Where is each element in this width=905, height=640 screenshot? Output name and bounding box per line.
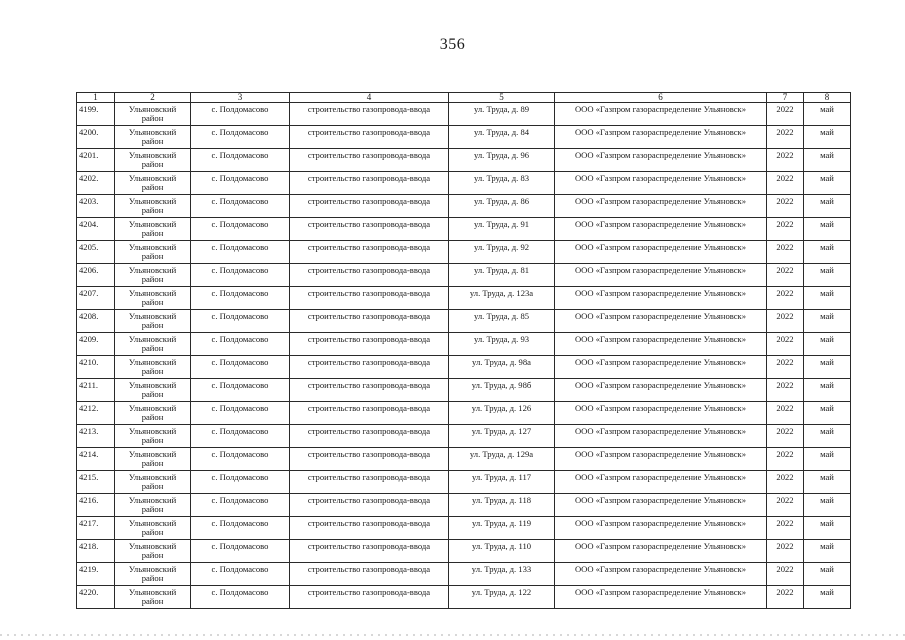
locality-cell: с. Полдомасово xyxy=(191,195,290,218)
row-number: 4217. xyxy=(77,517,115,540)
address-cell: ул. Труда, д. 85 xyxy=(449,310,555,333)
district-cell xyxy=(115,540,191,563)
district-line: Ульяновский xyxy=(128,242,177,252)
district-cell xyxy=(115,149,191,172)
district-cell xyxy=(115,333,191,356)
year-cell: 2022 xyxy=(767,126,804,149)
district-cell xyxy=(115,379,191,402)
organization-cell: ООО «Газпром газораспределение Ульяновск» xyxy=(555,103,767,126)
organization-cell: ООО «Газпром газораспределение Ульяновск» xyxy=(555,310,767,333)
organization-cell: ООО «Газпром газораспределение Ульяновск» xyxy=(555,425,767,448)
locality-cell: с. Полдомасово xyxy=(191,172,290,195)
month-cell: май xyxy=(804,333,851,356)
district-line: Ульяновский xyxy=(128,518,177,528)
work-type-cell: строительство газопровода-ввода xyxy=(290,471,449,494)
month-cell: май xyxy=(804,264,851,287)
district-line: Ульяновский xyxy=(128,173,177,183)
table-row xyxy=(77,103,851,126)
table-row xyxy=(77,379,851,402)
work-type-cell: строительство газопровода-ввода xyxy=(290,333,449,356)
district-cell xyxy=(115,356,191,379)
district-cell xyxy=(115,448,191,471)
district-line: Ульяновский xyxy=(128,380,177,390)
work-type-cell: строительство газопровода-ввода xyxy=(290,402,449,425)
row-number: 4212. xyxy=(77,402,115,425)
table-row xyxy=(77,494,851,517)
organization-cell: ООО «Газпром газораспределение Ульяновск» xyxy=(555,356,767,379)
address-cell: ул. Труда, д. 122 xyxy=(449,586,555,609)
work-type-cell: строительство газопровода-ввода xyxy=(290,149,449,172)
month-cell: май xyxy=(804,448,851,471)
locality-cell: с. Полдомасово xyxy=(191,425,290,448)
district-line: район xyxy=(141,366,164,377)
district-line: район xyxy=(141,573,164,584)
month-cell: май xyxy=(804,172,851,195)
district-cell xyxy=(115,126,191,149)
month-cell: май xyxy=(804,241,851,264)
locality-cell: с. Полдомасово xyxy=(191,471,290,494)
table-row xyxy=(77,517,851,540)
year-cell: 2022 xyxy=(767,241,804,264)
row-number: 4208. xyxy=(77,310,115,333)
column-header-5: 5 xyxy=(449,93,555,103)
row-number: 4214. xyxy=(77,448,115,471)
district-line: Ульяновский xyxy=(128,334,177,344)
column-header-4: 4 xyxy=(290,93,449,103)
address-cell: ул. Труда, д. 81 xyxy=(449,264,555,287)
district-cell xyxy=(115,586,191,609)
work-type-cell: строительство газопровода-ввода xyxy=(290,287,449,310)
year-cell: 2022 xyxy=(767,195,804,218)
district-line: Ульяновский xyxy=(128,472,177,482)
locality-cell: с. Полдомасово xyxy=(191,126,290,149)
table-row xyxy=(77,540,851,563)
organization-cell: ООО «Газпром газораспределение Ульяновск» xyxy=(555,517,767,540)
row-number: 4199. xyxy=(77,103,115,126)
locality-cell: с. Полдомасово xyxy=(191,448,290,471)
organization-cell: ООО «Газпром газораспределение Ульяновск» xyxy=(555,379,767,402)
district-cell xyxy=(115,264,191,287)
table-row xyxy=(77,356,851,379)
row-number: 4218. xyxy=(77,540,115,563)
row-number: 4200. xyxy=(77,126,115,149)
month-cell: май xyxy=(804,195,851,218)
locality-cell: с. Полдомасово xyxy=(191,402,290,425)
month-cell: май xyxy=(804,310,851,333)
district-cell xyxy=(115,517,191,540)
registry-table xyxy=(76,92,851,609)
row-number: 4202. xyxy=(77,172,115,195)
row-number: 4219. xyxy=(77,563,115,586)
address-cell: ул. Труда, д. 84 xyxy=(449,126,555,149)
month-cell: май xyxy=(804,126,851,149)
year-cell: 2022 xyxy=(767,471,804,494)
district-line: Ульяновский xyxy=(128,219,177,229)
year-cell: 2022 xyxy=(767,563,804,586)
district-line: район xyxy=(141,596,164,607)
district-cell xyxy=(115,563,191,586)
organization-cell: ООО «Газпром газораспределение Ульяновск» xyxy=(555,172,767,195)
district-cell xyxy=(115,471,191,494)
work-type-cell: строительство газопровода-ввода xyxy=(290,586,449,609)
district-line: район xyxy=(141,458,164,469)
column-header-8: 8 xyxy=(804,93,851,103)
address-cell: ул. Труда, д. 110 xyxy=(449,540,555,563)
address-cell: ул. Труда, д. 92 xyxy=(449,241,555,264)
district-line: район xyxy=(141,435,164,446)
district-line: район xyxy=(141,412,164,423)
work-type-cell: строительство газопровода-ввода xyxy=(290,517,449,540)
address-cell: ул. Труда, д. 118 xyxy=(449,494,555,517)
district-line: Ульяновский xyxy=(128,127,177,137)
district-cell xyxy=(115,287,191,310)
year-cell: 2022 xyxy=(767,310,804,333)
year-cell: 2022 xyxy=(767,356,804,379)
table-header xyxy=(77,93,851,103)
table-row xyxy=(77,126,851,149)
address-cell: ул. Труда, д. 119 xyxy=(449,517,555,540)
district-line: район xyxy=(141,228,164,239)
address-cell: ул. Труда, д. 133 xyxy=(449,563,555,586)
district-line: район xyxy=(141,504,164,515)
table-row xyxy=(77,471,851,494)
table-row xyxy=(77,333,851,356)
district-line: район xyxy=(141,481,164,492)
table-row xyxy=(77,563,851,586)
district-cell xyxy=(115,241,191,264)
address-cell: ул. Труда, д. 86 xyxy=(449,195,555,218)
address-cell: ул. Труда, д. 129а xyxy=(449,448,555,471)
year-cell: 2022 xyxy=(767,425,804,448)
work-type-cell: строительство газопровода-ввода xyxy=(290,379,449,402)
table-row xyxy=(77,149,851,172)
month-cell: май xyxy=(804,517,851,540)
year-cell: 2022 xyxy=(767,448,804,471)
district-line: Ульяновский xyxy=(128,541,177,551)
row-number: 4203. xyxy=(77,195,115,218)
district-cell xyxy=(115,310,191,333)
column-header-7: 7 xyxy=(767,93,804,103)
locality-cell: с. Полдомасово xyxy=(191,586,290,609)
district-line: район xyxy=(141,251,164,262)
organization-cell: ООО «Газпром газораспределение Ульяновск» xyxy=(555,149,767,172)
year-cell: 2022 xyxy=(767,540,804,563)
address-cell: ул. Труда, д. 98а xyxy=(449,356,555,379)
table-row xyxy=(77,425,851,448)
work-type-cell: строительство газопровода-ввода xyxy=(290,540,449,563)
scan-edge-artifact xyxy=(0,634,905,636)
table-body xyxy=(77,103,851,609)
organization-cell: ООО «Газпром газораспределение Ульяновск» xyxy=(555,448,767,471)
locality-cell: с. Полдомасово xyxy=(191,310,290,333)
district-cell xyxy=(115,195,191,218)
work-type-cell: строительство газопровода-ввода xyxy=(290,126,449,149)
district-line: Ульяновский xyxy=(128,495,177,505)
locality-cell: с. Полдомасово xyxy=(191,379,290,402)
work-type-cell: строительство газопровода-ввода xyxy=(290,172,449,195)
district-cell xyxy=(115,402,191,425)
month-cell: май xyxy=(804,379,851,402)
locality-cell: с. Полдомасово xyxy=(191,218,290,241)
work-type-cell: строительство газопровода-ввода xyxy=(290,310,449,333)
address-cell: ул. Труда, д. 83 xyxy=(449,172,555,195)
column-number-row xyxy=(77,93,851,103)
district-line: район xyxy=(141,343,164,354)
table-row xyxy=(77,241,851,264)
column-header-1: 1 xyxy=(77,93,115,103)
district-line: район xyxy=(141,182,164,193)
work-type-cell: строительство газопровода-ввода xyxy=(290,425,449,448)
column-header-3: 3 xyxy=(191,93,290,103)
district-line: Ульяновский xyxy=(128,196,177,206)
year-cell: 2022 xyxy=(767,172,804,195)
organization-cell: ООО «Газпром газораспределение Ульяновск» xyxy=(555,264,767,287)
address-cell: ул. Труда, д. 98б xyxy=(449,379,555,402)
district-line: Ульяновский xyxy=(128,357,177,367)
table-row xyxy=(77,287,851,310)
district-line: Ульяновский xyxy=(128,265,177,275)
address-cell: ул. Труда, д. 96 xyxy=(449,149,555,172)
month-cell: май xyxy=(804,425,851,448)
organization-cell: ООО «Газпром газораспределение Ульяновск» xyxy=(555,241,767,264)
district-line: Ульяновский xyxy=(128,403,177,413)
row-number: 4210. xyxy=(77,356,115,379)
work-type-cell: строительство газопровода-ввода xyxy=(290,103,449,126)
year-cell: 2022 xyxy=(767,494,804,517)
row-number: 4201. xyxy=(77,149,115,172)
locality-cell: с. Полдомасово xyxy=(191,494,290,517)
row-number: 4209. xyxy=(77,333,115,356)
table-row xyxy=(77,310,851,333)
month-cell: май xyxy=(804,563,851,586)
year-cell: 2022 xyxy=(767,333,804,356)
table-row xyxy=(77,402,851,425)
address-cell: ул. Труда, д. 127 xyxy=(449,425,555,448)
month-cell: май xyxy=(804,540,851,563)
organization-cell: ООО «Газпром газораспределение Ульяновск» xyxy=(555,333,767,356)
locality-cell: с. Полдомасово xyxy=(191,149,290,172)
organization-cell: ООО «Газпром газораспределение Ульяновск» xyxy=(555,540,767,563)
year-cell: 2022 xyxy=(767,264,804,287)
organization-cell: ООО «Газпром газораспределение Ульяновск» xyxy=(555,126,767,149)
row-number: 4215. xyxy=(77,471,115,494)
row-number: 4206. xyxy=(77,264,115,287)
district-cell xyxy=(115,425,191,448)
year-cell: 2022 xyxy=(767,379,804,402)
district-line: Ульяновский xyxy=(128,587,177,597)
year-cell: 2022 xyxy=(767,287,804,310)
year-cell: 2022 xyxy=(767,218,804,241)
address-cell: ул. Труда, д. 117 xyxy=(449,471,555,494)
month-cell: май xyxy=(804,471,851,494)
district-line: Ульяновский xyxy=(128,564,177,574)
locality-cell: с. Полдомасово xyxy=(191,103,290,126)
table-row xyxy=(77,218,851,241)
month-cell: май xyxy=(804,356,851,379)
organization-cell: ООО «Газпром газораспределение Ульяновск» xyxy=(555,402,767,425)
district-line: район xyxy=(141,320,164,331)
year-cell: 2022 xyxy=(767,103,804,126)
year-cell: 2022 xyxy=(767,402,804,425)
row-number: 4205. xyxy=(77,241,115,264)
locality-cell: с. Полдомасово xyxy=(191,540,290,563)
work-type-cell: строительство газопровода-ввода xyxy=(290,448,449,471)
month-cell: май xyxy=(804,103,851,126)
organization-cell: ООО «Газпром газораспределение Ульяновск» xyxy=(555,195,767,218)
district-cell xyxy=(115,494,191,517)
work-type-cell: строительство газопровода-ввода xyxy=(290,356,449,379)
work-type-cell: строительство газопровода-ввода xyxy=(290,563,449,586)
district-line: район xyxy=(141,159,164,170)
table-row xyxy=(77,448,851,471)
row-number: 4220. xyxy=(77,586,115,609)
work-type-cell: строительство газопровода-ввода xyxy=(290,264,449,287)
locality-cell: с. Полдомасово xyxy=(191,333,290,356)
organization-cell: ООО «Газпром газораспределение Ульяновск» xyxy=(555,287,767,310)
district-line: район xyxy=(141,113,164,124)
district-line: район xyxy=(141,136,164,147)
work-type-cell: строительство газопровода-ввода xyxy=(290,218,449,241)
year-cell: 2022 xyxy=(767,586,804,609)
district-line: Ульяновский xyxy=(128,150,177,160)
district-line: Ульяновский xyxy=(128,311,177,321)
page-number: 356 xyxy=(439,36,466,53)
month-cell: май xyxy=(804,586,851,609)
month-cell: май xyxy=(804,218,851,241)
organization-cell: ООО «Газпром газораспределение Ульяновск» xyxy=(555,494,767,517)
district-line: Ульяновский xyxy=(128,288,177,298)
locality-cell: с. Полдомасово xyxy=(191,287,290,310)
address-cell: ул. Труда, д. 123а xyxy=(449,287,555,310)
row-number: 4207. xyxy=(77,287,115,310)
locality-cell: с. Полдомасово xyxy=(191,356,290,379)
row-number: 4204. xyxy=(77,218,115,241)
month-cell: май xyxy=(804,402,851,425)
month-cell: май xyxy=(804,149,851,172)
work-type-cell: строительство газопровода-ввода xyxy=(290,195,449,218)
row-number: 4211. xyxy=(77,379,115,402)
month-cell: май xyxy=(804,287,851,310)
year-cell: 2022 xyxy=(767,149,804,172)
organization-cell: ООО «Газпром газораспределение Ульяновск» xyxy=(555,471,767,494)
district-cell xyxy=(115,218,191,241)
district-line: Ульяновский xyxy=(128,449,177,459)
work-type-cell: строительство газопровода-ввода xyxy=(290,241,449,264)
district-line: район xyxy=(141,274,164,285)
district-line: Ульяновский xyxy=(128,426,177,436)
district-line: район xyxy=(141,297,164,308)
row-number: 4213. xyxy=(77,425,115,448)
district-cell xyxy=(115,103,191,126)
district-line: район xyxy=(141,550,164,561)
table-row xyxy=(77,172,851,195)
organization-cell: ООО «Газпром газораспределение Ульяновск» xyxy=(555,218,767,241)
locality-cell: с. Полдомасово xyxy=(191,563,290,586)
table-row xyxy=(77,586,851,609)
locality-cell: с. Полдомасово xyxy=(191,264,290,287)
district-cell xyxy=(115,172,191,195)
table-row xyxy=(77,195,851,218)
year-cell: 2022 xyxy=(767,517,804,540)
locality-cell: с. Полдомасово xyxy=(191,517,290,540)
work-type-cell: строительство газопровода-ввода xyxy=(290,494,449,517)
district-line: район xyxy=(141,205,164,216)
address-cell: ул. Труда, д. 89 xyxy=(449,103,555,126)
district-line: район xyxy=(141,527,164,538)
locality-cell: с. Полдомасово xyxy=(191,241,290,264)
row-number: 4216. xyxy=(77,494,115,517)
organization-cell: ООО «Газпром газораспределение Ульяновск» xyxy=(555,563,767,586)
address-cell: ул. Труда, д. 126 xyxy=(449,402,555,425)
organization-cell: ООО «Газпром газораспределение Ульяновск» xyxy=(555,586,767,609)
district-line: Ульяновский xyxy=(128,104,177,114)
address-cell: ул. Труда, д. 93 xyxy=(449,333,555,356)
month-cell: май xyxy=(804,494,851,517)
column-header-2: 2 xyxy=(115,93,191,103)
district-line: район xyxy=(141,389,164,400)
table-row xyxy=(77,264,851,287)
address-cell: ул. Труда, д. 91 xyxy=(449,218,555,241)
column-header-6: 6 xyxy=(555,93,767,103)
